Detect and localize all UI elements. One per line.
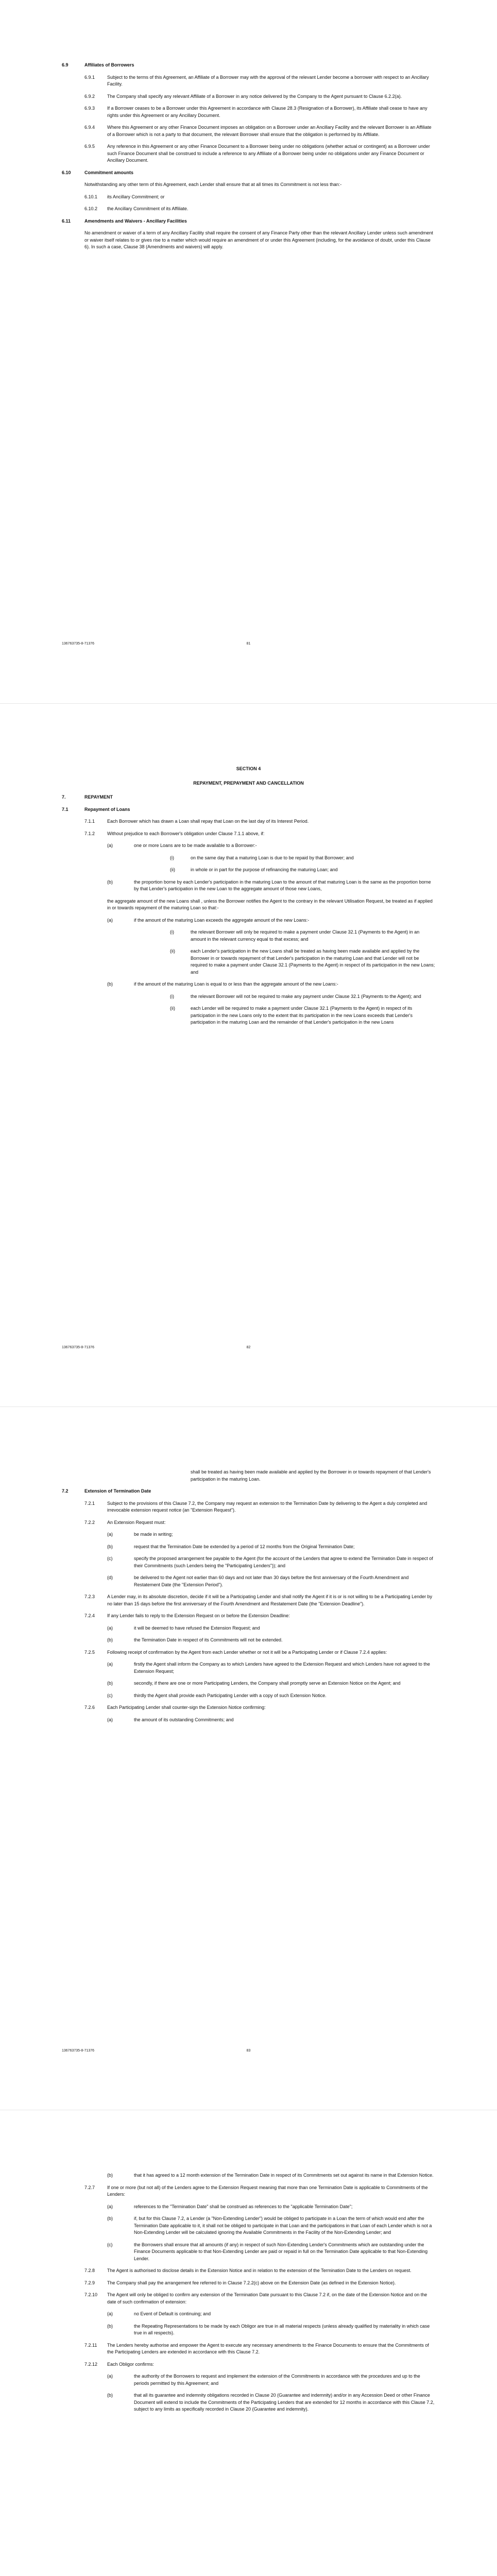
sub-clause: (b) secondly, if there are one or more Participating Lenders, the Company shall promptly serve an Extension Notice on the Agent; and [107,1681,401,1686]
paragraph: the aggregate amount of the new Loans shall , unless the Borrower notifies the Agent to the contrary in the relevant Utilisation Request, be treated as if applied in or towards repayment of the maturing Loan so that:- [107,898,433,910]
clause: 6.9.1 Subject to the terms of this Agreement, an Affiliate of a Borrower may with the approval of the relevant Lender become a borrower with respect to an Ancillary Facility. [84,74,429,87]
clause-heading: 6.11 Amendments and Waivers - Ancillary Facilities [62,218,187,224]
paragraph: shall be treated as having been made available and applied by the Borrower in or towards repayment of that Lender's participation in the maturing Loan. [191,1469,431,1482]
clause-heading: 6.9 Affiliates of Borrowers [62,62,134,67]
clause-heading: 6.10 Commitment amounts [62,170,134,175]
sub-clause: (a) firstly the Agent shall inform the Company as to which Lenders have agreed to the Extension Request and which Lenders have not agreed to the Extension Request; [107,1662,430,1674]
sub-clause: (a) no Event of Default is continuing; and [107,2311,211,2316]
sub-clause: (b) the Termination Date in respect of its Commitments will not be extended. [107,1637,283,1642]
clause: 7.1.2 Without prejudice to each Borrower's obligation under Clause 7.1.1 above, if: [84,831,265,836]
clause: 7.2.8 The Agent is authorised to disclose details in the Extension Notice and in relation to the extension of the Termination Date to the Lenders on request. [84,2268,412,2273]
clause: 7.2.12 Each Obligor confirms: [84,2361,155,2367]
clause: 7.2.4 If any Lender fails to reply to the Extension Request on or before the Extension Deadline: [84,1613,290,1618]
sub-clause: (a) one or more Loans are to be made available to a Borrower:- [107,843,257,848]
section-number: SECTION 4 [236,766,261,771]
sub-clause: (c) thirdly the Agent shall provide each Participating Lender with a copy of such Extension Notice. [107,1692,327,1698]
clause: 7.2.1 Subject to the provisions of this Clause 7.2, the Company may request an extension to the Termination Date by delivering to the Agent a duly completed and irrevocable extension request notice (an "Extension Request"). [84,1500,427,1513]
paragraph: Notwithstanding any other term of this Agreement, each Lender shall ensure that at all times its Commitment is not less than:- [84,182,342,187]
document-ref: 136763735-8-71376 [62,1346,95,1349]
page-number: 81 [246,642,251,646]
document-ref: 136763735-8-71376 [62,2049,95,2053]
page-number: 83 [246,2049,251,2053]
document-page [0,2110,497,2576]
sub-clause: (a) be made in writing; [107,1532,173,1537]
clause: 6.10.2 the Ancillary Commitment of its Affiliate. [84,206,188,211]
sub-clause: (a) the authority of the Borrowers to request and implement the extension of the Commitments in accordance with the procedures and up to the periods permitted by this Agreement; and [107,2374,420,2386]
sub-clause: (c) specify the proposed arrangement fee payable to the Agent (for the account of the Lenders that agree to extend the Termination Date in respect of their Commitments (such Lenders being the "Participating Lenders")); and [107,1556,433,1568]
clause-heading: 7.1 Repayment of Loans [62,806,130,812]
sub-clause: (a) if the amount of the maturing Loan exceeds the aggregate amount of the new Loans:- [107,917,310,923]
sub-clause: (b) if, but for this Clause 7.2, a Lender (a "Non-Extending Lender") would be obliged to participate in a Loan the term of which would end after the Termination Date applicable to it, it shall not be obliged to participate in that Loan and the participations in that Loan of each Lender which is not a Non-Extending Lender will be calculated ignoring the Available Commitments in the Facility of the Non-Extending Lender; and [107,2216,432,2235]
sub-clause: (c) the Borrowers shall ensure that all amounts (if any) in respect of such Non-Extending Lender's Commitments which are outstanding under the Finance Documents applicable to that Non-Extending Lender are paid or repaid in full on the Termination Date applicable to that Non-Extending Lender. [107,2242,428,2261]
clause: 7.2.10 The Agent will only be obliged to confirm any extension of the Termination Date pursuant to this Clause 7.2 if, on the date of the Extension Notice and on the date of such confirmation of extension: [84,2292,427,2304]
clause: 7.2.3 A Lender may, in its absolute discretion, decide if it will be a Participating Lender and shall notify the Agent if it is or is not willing to be a Participating Lender by no later than 15 days before the first anniversary of the Fourth Amendment and Restatement Date (the "Extension Deadline"). [84,1594,433,1606]
document-page [0,703,497,1406]
clause: 6.9.3 If a Borrower ceases to be a Borrower under this Agreement in accordance with Clause 28.3 (Resignation of a Borrower), its Affiliate shall cease to have any rights under this Agreement or any Ancillary Document. [84,106,427,118]
clause: 7.2.11 The Lenders hereby authorise and empower the Agent to execute any necessary amendments to the Finance Documents to ensure that the Commitments of the Participating Lenders are extended in accordance with this Clause 7.2. [84,2342,429,2354]
clause: 6.9.5 Any reference in this Agreement or any other Finance Document to a Borrower being under no obligations (whether actual or contingent) as a Borrower under such Finance Document shall be construed to include a reference to any Affiliate of a Borrower being under no obligations under any Finance Document or Ancillary Document. [84,144,430,163]
clause: 7.2.2 An Extension Request must: [84,1519,166,1525]
sub-clause: (d) be delivered to the Agent not earlier than 60 days and not later than 30 days before the first anniversary of the Fourth Amendment and Restatement Date (the "Extension Period"). [107,1575,409,1587]
page-number: 82 [246,1346,251,1349]
sub-clause: (a) the amount of its outstanding Commitments; and [107,1717,234,1722]
clause: 7.2.9 The Company shall pay the arrangement fee referred to in Clause 7.2.2(c) above on the Extension Date (as defined in the Extension Notice). [84,2280,396,2285]
document-page [0,1406,497,2110]
clause: 7.1.1 Each Borrower which has drawn a Loan shall repay that Loan on the last day of its Interest Period. [84,819,309,824]
sub-sub-clause: (ii) each Lender will be required to make a payment under Clause 32.1 (Payments to the Agent) in respect of its participation in the new Loans only to the extent that its participation in the new Loans exceeds that Lender's participation in the maturing Loan and the remainder of that Lender's participation in the new Loans [170,1006,413,1025]
clause: 6.9.2 The Company shall specify any relevant Affiliate of a Borrower in any notice delivered by the Company to the Agent pursuant to Clause 6.2.2(a). [84,93,402,99]
document-ref: 136763735-8-71376 [62,642,95,646]
clause: 7.2.5 Following receipt of confirmation by the Agent from each Lender whether or not it will be a Participating Lender or if Clause 7.2.4 applies: [84,1649,387,1655]
clause: 6.9.4 Where this Agreement or any other Finance Document imposes an obligation on a Borrower under an Ancillary Facility and the relevant Borrower is an Affiliate of a Borrower which is not a party to that document, the relevant Borrower shall ensure that the obligation is performed by its Affiliate. [84,125,432,137]
sub-clause: (b) the Repeating Representations to be made by each Obligor are true in all material respects (unless already qualified by materiality in which case true in all respects). [107,2323,430,2335]
document-page [0,0,497,703]
clause-heading: 7. REPAYMENT [62,794,113,800]
paragraph: No amendment or waiver of a term of any Ancillary Facility shall require the consent of any Finance Party other than the relevant Ancillary Lender unless such amendment or waiver itself relates to or gives rise to a matter which would require an amendment of or under this Agreement (including, for the avoidance of doubt, under this Clause 6). In such a case, Clause 38 (Amendments and waivers) will apply. [84,230,433,249]
sub-clause: (b) if the amount of the maturing Loan is equal to or less than the aggregate amount of the new Loans:- [107,981,338,987]
sub-clause: (b) request that the Termination Date be extended by a period of 12 months from the Original Termination Date; [107,1544,355,1549]
sub-sub-clause: (ii) each Lender's participation in the new Loans shall be treated as having been made available and applied by the Borrower in or towards repayment of that Lender's participation in the maturing Loan and that Lender will not be required to make a payment under Clause 32.1 (Payments to the Agent) in respect of its participation in the new Loans; and [170,948,435,975]
section-title: REPAYMENT, PREPAYMENT AND CANCELLATION [193,780,304,786]
sub-sub-clause: (i) on the same day that a maturing Loan is due to be repaid by that Borrower; and [170,855,354,860]
clause: 6.10.1 its Ancillary Commitment; or [84,194,165,199]
sub-clause: (b) the proportion borne by each Lender's participation in the maturing Loan to the amount of that maturing Loan is the same as the proportion borne by that Lender's participation in the new Loan to the aggregate amount of those new Loans, [107,879,431,891]
sub-clause: (b) that all its guarantee and indemnity obligations recorded in Clause 20 (Guarantee and indemnity) and/or in any Accession Deed or other Finance Document will extend to include the Commitments of the Participating Lenders that are extended for 12 months in accordance with this Clause 7.2, subject to any limits as specifically recorded in Clause 20 (Guarantee and indemnity). [107,2393,435,2412]
sub-sub-clause: (ii) in whole or in part for the purpose of refinancing the maturing Loan; and [170,867,338,872]
sub-clause: (a) it will be deemed to have refused the Extension Request; and [107,1625,260,1631]
sub-sub-clause: (i) the relevant Borrower will only be required to make a payment under Clause 32.1 (Payments to the Agent) in an amount in the relevant currency equal to that excess; and [170,929,420,942]
sub-clause: (a) references to the "Termination Date" shall be construed as references to the "applicable Termination Date"; [107,2204,353,2209]
clause-heading: 7.2 Extension of Termination Date [62,1488,151,1494]
sub-clause: (b) that it has agreed to a 12 month extension of the Termination Date in respect of its Commitments set out against its name in that Extension Notice. [107,2173,434,2178]
sub-sub-clause: (i) the relevant Borrower will not be required to make any payment under Clause 32.1 (Payments to the Agent); and [170,993,421,999]
clause: 7.2.6 Each Participating Lender shall counter-sign the Extension Notice confirming: [84,1705,266,1710]
clause: 7.2.7 If one or more (but not all) of the Lenders agree to the Extension Request meaning that more than one Termination Date is applicable to Commitments of the Lenders: [84,2184,428,2197]
